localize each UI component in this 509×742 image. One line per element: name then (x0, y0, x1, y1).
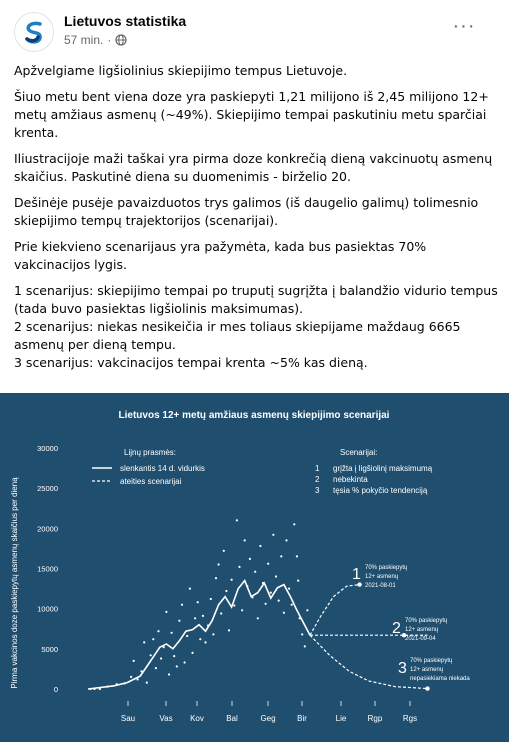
meta-separator: · (107, 33, 112, 47)
daily-point (199, 638, 201, 640)
milestone-point (425, 686, 429, 690)
moving-average-line (88, 581, 310, 689)
x-tick-label: Bir (297, 714, 307, 723)
chart-legend (92, 448, 205, 486)
page-name[interactable]: Lietuvos statistika (64, 13, 187, 29)
post-paragraph: Apžvelgiame ligšiolinius skiepijimo tempus Lietuvoje. (14, 63, 348, 78)
daily-point (168, 673, 170, 675)
daily-point (186, 635, 188, 637)
y-tick-label: 20000 (37, 524, 58, 534)
daily-point (176, 665, 178, 667)
daily-point (249, 558, 251, 560)
x-tick-label: Sau (120, 714, 136, 723)
daily-point (191, 652, 193, 654)
annotation-3 (398, 658, 470, 682)
annotation-line: nepasiekiama niekada (410, 676, 470, 682)
scenario-label: tęsia % pokyčio tendenciją (333, 486, 428, 495)
annotation-number: 3 (398, 660, 407, 677)
daily-point (304, 645, 306, 647)
daily-point (241, 609, 243, 611)
daily-point (155, 667, 157, 669)
daily-point (173, 655, 175, 657)
daily-point (171, 632, 173, 634)
annotation-line: 2021-09-04 (405, 636, 436, 642)
scenario-number: 1 (315, 464, 320, 473)
daily-point (231, 579, 233, 581)
daily-point (212, 633, 214, 635)
post-paragraph: Prie kiekvieno scenarijaus yra pažymėta, kada bus pasiektas 70% vakcinacijos lygis. (14, 239, 427, 272)
daily-point (306, 609, 308, 611)
daily-point (178, 620, 180, 622)
annotation-line: 12+ asmenų (365, 574, 399, 580)
daily-point (238, 566, 240, 568)
annotation-line: 12+ asmenų (410, 667, 444, 673)
y-axis-label: Pirma vakcinos doze paskiepytų asmenų skaičius per dieną (10, 477, 19, 689)
daily-point (194, 617, 196, 619)
daily-point (204, 641, 206, 643)
daily-point (228, 629, 230, 631)
scenario-label: nebekinta (333, 475, 368, 484)
y-tick-label: 15000 (37, 564, 58, 574)
daily-point (184, 661, 186, 663)
lietuvos-statistika-logo-icon (19, 17, 49, 47)
daily-point (285, 539, 287, 541)
daily-point (215, 577, 217, 579)
legend-title: Lijnų prasmės: (124, 448, 177, 457)
x-tick-label: Vas (159, 714, 173, 723)
post-paragraph: Iliustracijoje maži taškai yra pirma doze konkrečią dieną vakcinuotų asmenų skaičius. Paskutinė diena su duomenimis - birželio 20. (14, 151, 493, 184)
daily-point (218, 563, 220, 565)
daily-point (267, 563, 269, 565)
daily-point (202, 615, 204, 617)
daily-point (301, 633, 303, 635)
daily-point (254, 571, 256, 573)
post-time[interactable]: 57 min. (64, 33, 104, 47)
daily-point (270, 592, 272, 594)
daily-point (293, 523, 295, 525)
more-options-button[interactable]: ··· (452, 15, 476, 37)
daily-point (152, 638, 154, 640)
x-tick-label: Bal (226, 714, 238, 723)
chart-title: Lietuvos 12+ metų amžiaus asmenų skiepijimo scenarijai (118, 410, 390, 421)
post-meta (64, 33, 127, 47)
daily-point (160, 657, 162, 659)
annotation-line: 70% paskiepytų (365, 565, 408, 571)
scenario-number: 3 (315, 486, 320, 495)
y-tick-label: 0 (53, 685, 58, 694)
daily-point (189, 588, 191, 590)
daily-point (223, 550, 225, 552)
post-paragraph: Dešinėje pusėje pavaizduotos trys galimos (iš daugelio galimų) tolimesnio skiepijimo tempų trajektorijos (scenarijai). (14, 195, 479, 228)
daily-point (291, 604, 293, 606)
daily-point (283, 612, 285, 614)
daily-point (225, 590, 227, 592)
scenarios-legend (315, 448, 433, 495)
daily-point (236, 519, 238, 521)
y-tick-label: 5000 (41, 644, 58, 654)
daily-point (133, 660, 135, 662)
post-paragraph: 1 scenarijus: skiepijimo tempai po truputį sugrįžta į balandžio vidurio tempus (tada buvo pasiektas ligšiolinis maksimumas). 2 scenarijus: niekas nesikeičia ir mes toliaus skiepijame maždaug 6665 asmenų per dieną tempu. 3 scenarijus: vakcinacijos tempai krenta ~5% kas dieną. (14, 283, 498, 370)
daily-point (181, 604, 183, 606)
scenarios-title: Scenarijai: (340, 448, 378, 457)
daily-point (275, 575, 277, 577)
daily-point (165, 611, 167, 613)
annotation-number: 1 (352, 566, 361, 583)
daily-point (150, 654, 152, 656)
daily-point (143, 641, 145, 643)
scenario-label: grįžta į ligšiolinį maksimumą (333, 464, 433, 473)
daily-point (288, 588, 290, 590)
daily-point (244, 539, 246, 541)
daily-point (157, 630, 159, 632)
y-tick-label: 25000 (37, 484, 58, 494)
legend-entry: slenkantis 14 d. vidurkis (120, 464, 205, 473)
post-header (0, 0, 509, 60)
annotation-number: 2 (392, 620, 401, 637)
daily-point (210, 598, 212, 600)
scenario-number: 2 (315, 475, 320, 484)
annotation-2 (392, 618, 448, 642)
post-paragraph: Šiuo metu bent viena doze yra paskiepyti 1,21 milijono iš 2,45 milijono 12+ metų amžiaus asmenų (~49%). Skiepijimo tempai paskutiniu metu sparčiai krenta. (14, 89, 489, 140)
milestone-point (357, 582, 361, 586)
daily-point (272, 534, 274, 536)
daily-point (233, 604, 235, 606)
daily-point (265, 603, 267, 605)
daily-point (197, 601, 199, 603)
x-tick-label: Geg (260, 714, 276, 723)
daily-point (220, 612, 222, 614)
chart-image[interactable] (0, 393, 509, 742)
y-tick-label: 30000 (37, 444, 58, 453)
daily-point (280, 555, 282, 557)
scenario-1-line (310, 585, 360, 636)
x-tick-label: Rgp (367, 714, 383, 723)
x-tick-label: Rgs (402, 714, 418, 723)
vaccination-chart (0, 393, 509, 742)
y-tick-label: 10000 (37, 604, 58, 614)
post-text (14, 62, 498, 380)
x-tick-label: Kov (190, 714, 204, 723)
daily-point (257, 617, 259, 619)
annotation-line: 12+ asmenų (405, 627, 439, 633)
annotation-line: 2021-08-01 (365, 583, 396, 589)
annotation-line: 70% paskiepytų (405, 618, 448, 624)
daily-point (278, 600, 280, 602)
daily-point (259, 545, 261, 547)
annotation-line: 70% paskiepytų (410, 658, 453, 664)
daily-point (297, 580, 299, 582)
legend-entry: ateities scenarijai (120, 477, 182, 486)
daily-point (296, 555, 298, 557)
daily-point (146, 682, 148, 684)
x-tick-label: Lie (335, 714, 347, 723)
globe-icon (115, 34, 127, 46)
daily-point (130, 676, 132, 678)
page-avatar[interactable] (14, 12, 54, 52)
